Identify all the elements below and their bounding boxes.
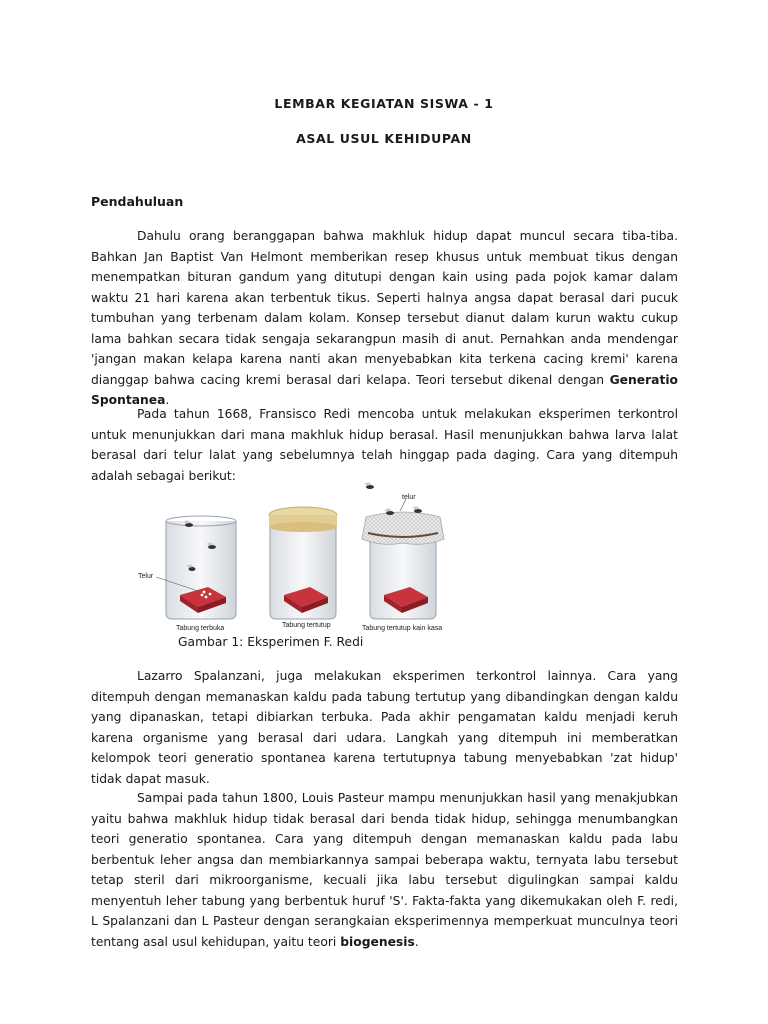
paragraph-pasteur-end: .: [414, 934, 419, 949]
paragraph-redi: [91, 404, 678, 486]
term-generatio-spontanea: Generatio Spontanea: [91, 372, 678, 407]
paragraph-pasteur-text: Sampai pada tahun 1800, Louis Pasteur mampu menunjukkan hasil yang menakjubkan yaitu bahwa makhluk hidup tidak berasal dari benda tidak hidup, sehingga menumbangkan teori generatio spontanea. Cara yang ditempuh dengan memanaskan kaldu pada labu berbentuk leher angsa dan membiarkannya sampai beberapa waktu, ternyata labu tersebut tetap steril dari mikroorganisme, kecuali jika labu tersebut digulingkan sampai kaldu menyentuh leher tabung yang berbentuk huruf 'S'. Fakta-fakta yang dikemukakan oleh F. redi, L Spalanzani dan L Pasteur dengan serangkaian eksperimennya memperkuat munculnya teori tentang asal usul kehidupan, yaitu teori: [91, 791, 678, 949]
label-jar-sealed: Tabung tertutup: [282, 622, 331, 629]
term-biogenesis: biogenesis: [340, 934, 415, 949]
paragraph-pasteur: [91, 788, 678, 952]
paragraph-intro-text: Dahulu orang beranggapan bahwa makhluk hidup dapat muncul secara tiba-tiba. Bahkan Jan Baptist Van Helmont memberikan resep khusus untuk membuat tikus dengan menempatkan bituran gandum yang ditutupi dengan kain using pada pojok kamar dalam waktu 21 hari karena akan terbentuk tikus. Seperti halnya angsa dapat berasal dari pucuk tumbuhan yang terbenam dalam kolam. Konsep tersebut dianut dalam kurun waktu cukup lama bahkan secara tidak sengaja sekarangpun masih di anut. Pernahkan anda mendengar 'jangan makan kelapa karena nanti akan menyebabkan kita terkena cacing kremi' karena dianggap bahwa cacing kremi berasal dari kelapa. Teori tersebut dikenal dengan: [91, 229, 678, 387]
worksheet-title: LEMBAR KEGIATAN SISWA - 1: [274, 96, 494, 111]
label-telur-right: telur: [402, 494, 416, 501]
paragraph-redi-text: Pada tahun 1668, Fransisco Redi mencoba untuk melakukan eksperimen terkontrol untuk menunjukkan dari mana makhluk hidup berasal. Hasil menunjukkan bahwa larva lalat berasal dari telur lalat yang sebelumnya telah hinggap pada daging. Cara yang ditempuh adalah sebagai berikut:: [91, 407, 678, 483]
jar-sealed: [269, 507, 337, 629]
topic-title: ASAL USUL KEHIDUPAN: [296, 131, 472, 146]
paragraph-intro-end: .: [165, 393, 170, 407]
redi-experiment-figure: [134, 477, 454, 637]
figure-caption: Gambar 1: Eksperimen F. Redi: [178, 635, 364, 649]
label-telur-left: Telur: [138, 573, 154, 580]
label-jar-gauze: Tabung tertutup kain kasa: [362, 625, 443, 632]
fly-icon: [413, 507, 422, 514]
label-jar-open: Tabung terbuka: [176, 625, 225, 632]
jar-gauze: [362, 483, 444, 633]
jar-open: [138, 516, 236, 632]
fly-icon: [365, 483, 374, 490]
paragraph-intro: [91, 226, 678, 411]
redi-experiment-illustration: [134, 477, 454, 637]
section-heading: Pendahuluan: [91, 194, 184, 209]
paragraph-spalanzani: [91, 666, 678, 789]
paragraph-spalanzani-text: Lazarro Spalanzani, juga melakukan eksperimen terkontrol lainnya. Cara yang ditempuh dengan memanaskan kaldu pada tabung tertutup yang dibandingkan dengan kaldu yang dipanaskan, tetapi dibiarkan terbuka. Pada akhir pengamatan kaldu menjadi keruh karena organisme yang berasal dari udara. Langkah yang ditempuh ini memberatkan kelompok teori generatio spontanea karena tertutupnya tabung menyebabkan 'zat hidup' tidak dapat masuk.: [91, 669, 678, 786]
